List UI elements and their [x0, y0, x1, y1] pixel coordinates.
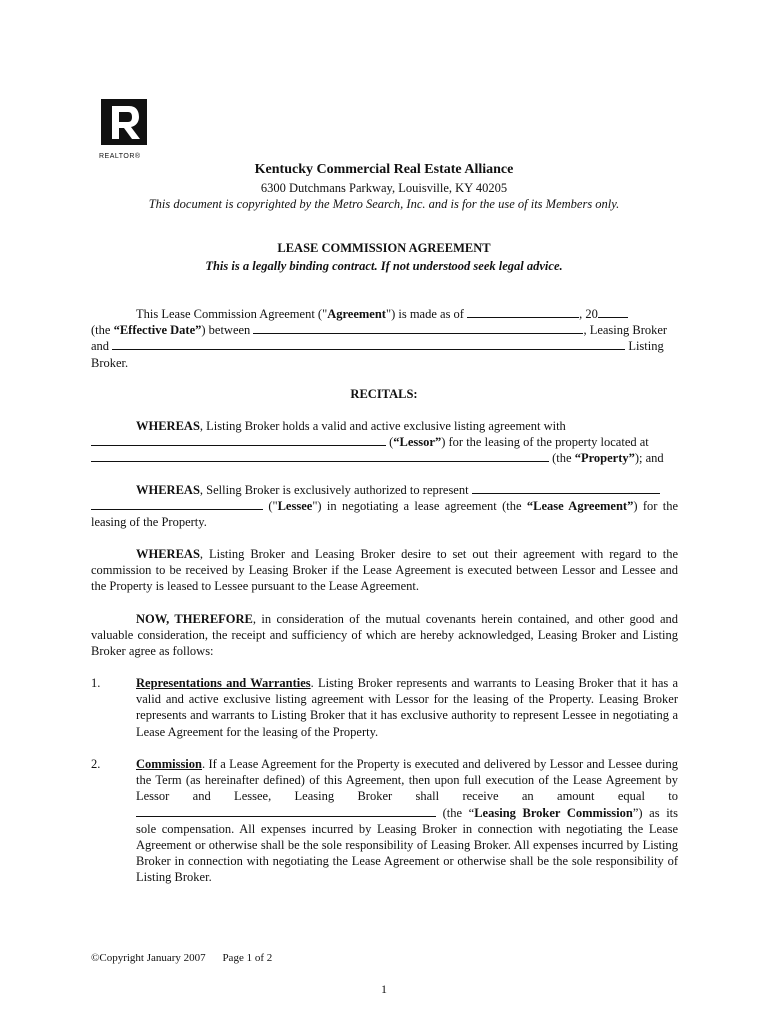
footer-page-of: Page 1 of 2 — [222, 952, 273, 964]
whereas-listing-broker: WHEREAS, Listing Broker holds a valid and active exclusive listing agreement with (“Lessor”) for the leasing of the property located at (the “Property”); and — [91, 418, 678, 467]
lessor-blank[interactable] — [91, 434, 386, 446]
legal-warning: This is a legally binding contract. If not understood seek legal advice. — [205, 259, 563, 273]
realtor-logo — [101, 99, 147, 145]
lessee-blank-1[interactable] — [472, 482, 660, 494]
property-location-blank[interactable] — [91, 450, 549, 462]
agreement-year-blank[interactable] — [598, 306, 628, 318]
listing-broker-blank[interactable] — [112, 338, 625, 350]
lessee-blank-2[interactable] — [91, 498, 263, 510]
organization-name: Kentucky Commercial Real Estate Alliance — [254, 162, 514, 177]
document-title: LEASE COMMISSION AGREEMENT — [277, 241, 491, 255]
copyright-notice: This document is copyrighted by the Metro Search, Inc. and is for the use of its Members only. — [148, 197, 620, 211]
section-heading: Commission — [136, 757, 202, 771]
page-number: 1 — [381, 982, 387, 996]
leasing-broker-blank[interactable] — [253, 322, 583, 334]
organization-address: 6300 Dutchmans Parkway, Louisville, KY 40205 — [260, 181, 508, 195]
now-therefore-paragraph: NOW, THEREFORE, in consideration of the mutual covenants herein contained, and other good and valuable consideration, the receipt and sufficiency of which are hereby acknowledged, Leasing Broker and Listing Broker agree as follows: — [91, 612, 678, 659]
intro-paragraph: This Lease Commission Agreement ("Agreement") is made as of , 20 (the “Effective Date”) between , Leasing Broker and Listing Broker. — [91, 307, 668, 370]
section-heading: Representations and Warranties — [136, 676, 311, 690]
page-footer — [91, 950, 286, 966]
footer-copyright: ©Copyright January 2007 — [91, 952, 206, 964]
agreement-date-blank[interactable] — [467, 306, 579, 318]
section-commission: 2. Commission. If a Lease Agreement for the Property is executed and delivered by Lessor and Lessee during the Term (as hereinafter defined) of this Agreement, then upon full execution of the Lease Agreement by Lessor and Lessee, Leasing Broker shall receive an amount equal to (the “Leasing Broker Commission”) as its sole compensation. All expenses incurred by Leasing Broker in connection with negotiating the Lease Agreement or otherwise shall be the sole responsibility of Leasing Broker. All expenses incurred by Listing Broker in connection with negotiating the Lease Agreement or otherwise shall be the sole responsibility of Listing Broker. — [91, 757, 679, 885]
section-number: 1. — [91, 676, 101, 690]
whereas-selling-broker: WHEREAS, Selling Broker is exclusively authorized to represent ("Lessee") in negotiating a lease agreement (the “Lease Agreement”) for the leasing of the Property. — [91, 483, 678, 530]
realtor-logo-caption: REALTOR® — [99, 153, 141, 160]
recitals-heading: RECITALS: — [350, 387, 418, 401]
section-number: 2. — [91, 757, 101, 771]
section-representations: 1. Representations and Warranties. Listing Broker represents and warrants to Leasing Broker that it has a valid and active exclusive listing agreement with Lessor for the leasing of the Property. Leasing Broker represents and warrants to Listing Broker that it has exclusive authority to represent Lessee in negotiating a Lease Agreement for the leasing of the Property. — [91, 676, 678, 739]
commission-amount-blank[interactable] — [136, 805, 436, 817]
whereas-commission-agreement: WHEREAS, Listing Broker and Leasing Broker desire to set out their agreement with regard to the commission to be received by Leasing Broker if the Lease Agreement is executed between Lessor and Lessee and the Property is leased to Lessee pursuant to the Lease Agreement. — [91, 547, 678, 594]
